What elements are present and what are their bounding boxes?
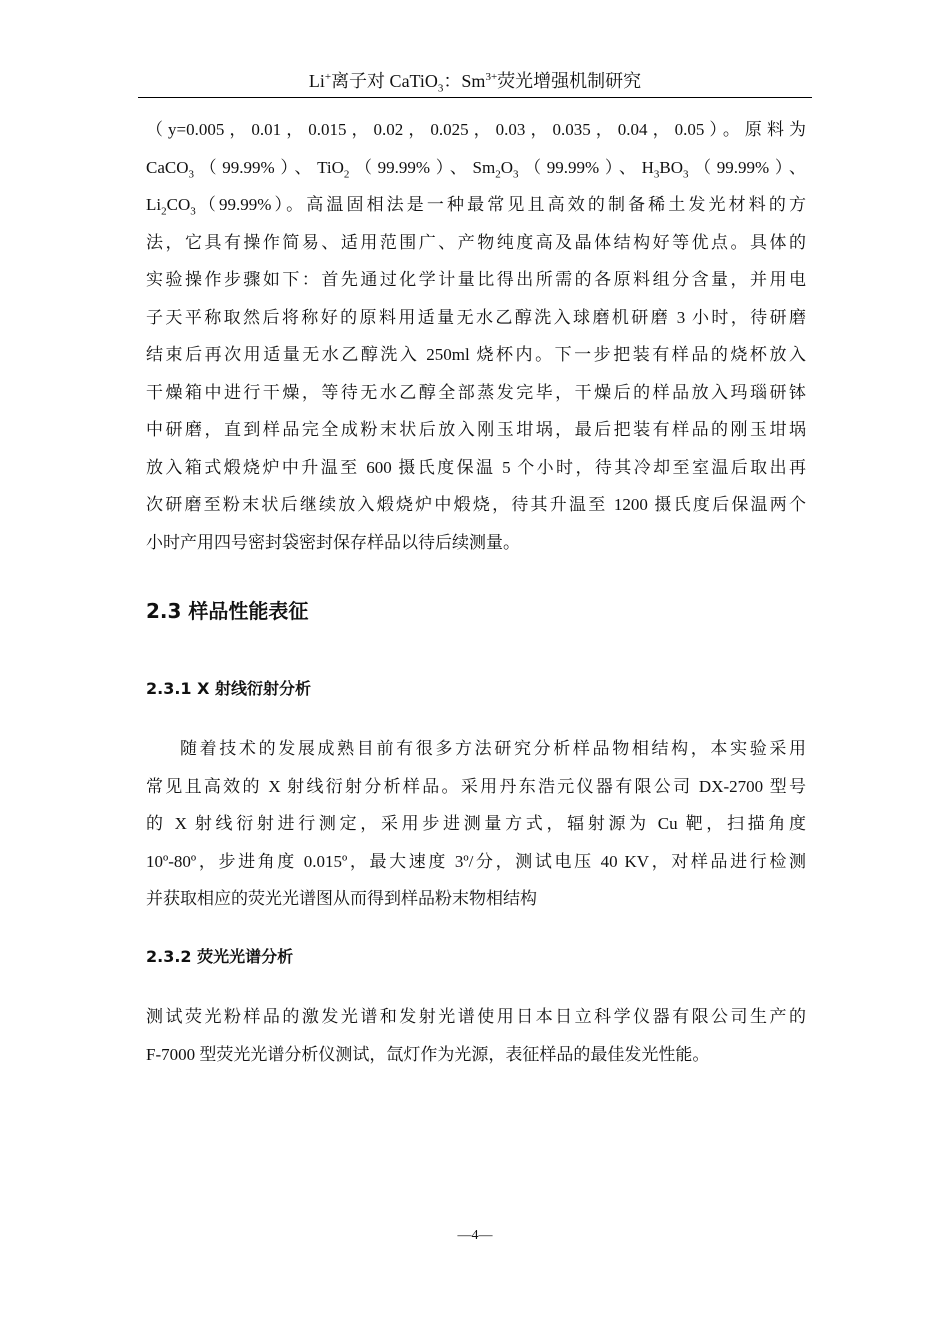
header-text: ：Sm <box>443 71 486 91</box>
paragraph-fluorescence <box>146 998 806 1073</box>
header-sub: 3 <box>437 82 444 95</box>
subsection-heading: 2.3.2 荧光光谱分析 <box>146 947 294 966</box>
text-line: 法，它具有操作简易、适用范围广、产物纯度高及晶体结构好等优点。具体的 <box>146 232 806 252</box>
text-line: 随着技术的发展成熟目前有很多方法研究分析样品物相结构，本实验采用 <box>180 739 806 758</box>
header-sup: + <box>324 71 332 83</box>
header-rule <box>138 97 812 98</box>
header-text: Li <box>308 71 325 91</box>
text-line: 结束后再次用适量无水乙醇洗入 250ml 烧杯内。下一步把装有样品的烧杯放入 <box>146 345 806 364</box>
page-number: —4— <box>457 1228 493 1243</box>
header-text: 离子对 CaTiO <box>331 71 438 91</box>
text-line: $Li_2CO_3(99.99\%)$。高温固相法是一种最常见且高效的制备稀土发光材料的方 <box>146 195 806 218</box>
text-line: 放入箱式煅烧炉中升温至 600 摄氏度保温 5 个小时，待其冷却至室温后取出再 <box>146 457 806 477</box>
text-line: 干燥箱中进行干燥，等待无水乙醇全部蒸发完毕，干燥后的样品放入玛瑙研钵 <box>146 382 806 402</box>
text-line: 的 X 射线衍射进行测定，采用步进测量方式，辐射源为 Cu 靶，扫描角度 <box>146 814 806 833</box>
text-line: 10º-80º，步进角度 0.015º，最大速度 3º/分，测试电压 40 KV，对样品进行检测 <box>146 851 806 871</box>
text-line: 子天平称取然后将称好的原料用适量无水乙醇洗入球磨机研磨 3 小时，待研磨 <box>146 307 806 327</box>
text-line: 常见且高效的 X 射线衍射分析样品。采用丹东浩元仪器有限公司 DX-2700 型号 <box>146 776 806 796</box>
text-line: F-7000 型荧光光谱分析仪测试，氙灯作为光源，表征样品的最佳发光性能。 <box>146 1044 710 1064</box>
text-line: 小时产用四号密封袋密封保存样品以待后续测量。 <box>146 532 520 552</box>
text-line: 实验操作步骤如下：首先通过化学计量比得出所需的各原料组分含量，并用电 <box>146 270 806 289</box>
text-line: （y=0.005，0.01，0.015，0.02，0.025，0.03，0.035，0.04，0.05）。原料为 <box>146 120 806 139</box>
header-text: 荧光增强机制研究 <box>497 71 642 91</box>
text-line: 中研磨，直到样品完全成粉末状后放入刚玉坩埚，最后把装有样品的刚玉坩埚 <box>146 420 806 439</box>
paragraph-xrd <box>146 730 806 918</box>
header-sup: 3+ <box>485 71 498 83</box>
subsection-heading: 2.3.1 X 射线衍射分析 <box>146 679 312 698</box>
running-header <box>138 70 812 95</box>
paragraph-method <box>146 111 806 561</box>
text-line: 并获取相应的荧光光谱图从而得到样品粉末物相结构 <box>146 889 537 908</box>
section-heading: 2.3 样品性能表征 <box>146 599 309 623</box>
text-line: 次研磨至粉末状后继续放入煅烧炉中煅烧，待其升温至 1200 摄氏度后保温两个 <box>146 495 806 514</box>
text-line: 测试荧光粉样品的激发光谱和发射光谱使用日本日立科学仪器有限公司生产的 <box>146 1007 806 1026</box>
text-line: CaCO$_3$（99.99%）、TiO$_2$（99.99%）、$Sm_2O_3(99.99\%)$、$H_3BO_3(99.99\%)$、 <box>146 157 806 180</box>
